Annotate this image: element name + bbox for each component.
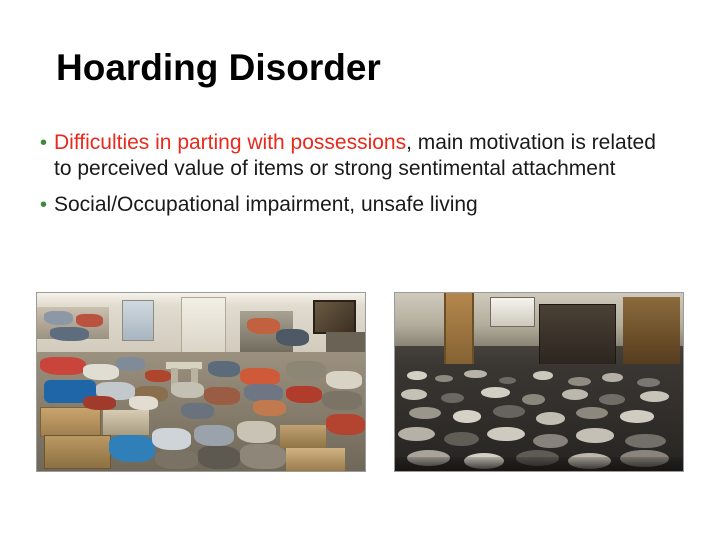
bullet-text bbox=[54, 130, 664, 182]
hoarded-room-photo bbox=[36, 292, 366, 472]
bullet-text bbox=[54, 192, 478, 218]
photo-row bbox=[0, 292, 720, 472]
bullet-rest: , main motivation is related to perceived value of items or strong sentimental attachment bbox=[54, 131, 656, 180]
list-item bbox=[36, 192, 696, 218]
bullet-marker-icon: • bbox=[40, 132, 48, 154]
page-title: Hoarding Disorder bbox=[56, 47, 381, 88]
list-item bbox=[36, 130, 696, 182]
cluttered-floor-image bbox=[395, 293, 683, 471]
hoarded-room-image bbox=[37, 293, 365, 471]
bullet-rest: Social/Occupational impairment, unsafe living bbox=[54, 193, 478, 216]
cluttered-floor-photo bbox=[394, 292, 684, 472]
bullet-highlight: Difficulties in parting with possessions bbox=[54, 131, 407, 154]
bullet-marker-icon: • bbox=[40, 194, 48, 216]
bullet-list bbox=[36, 130, 696, 228]
